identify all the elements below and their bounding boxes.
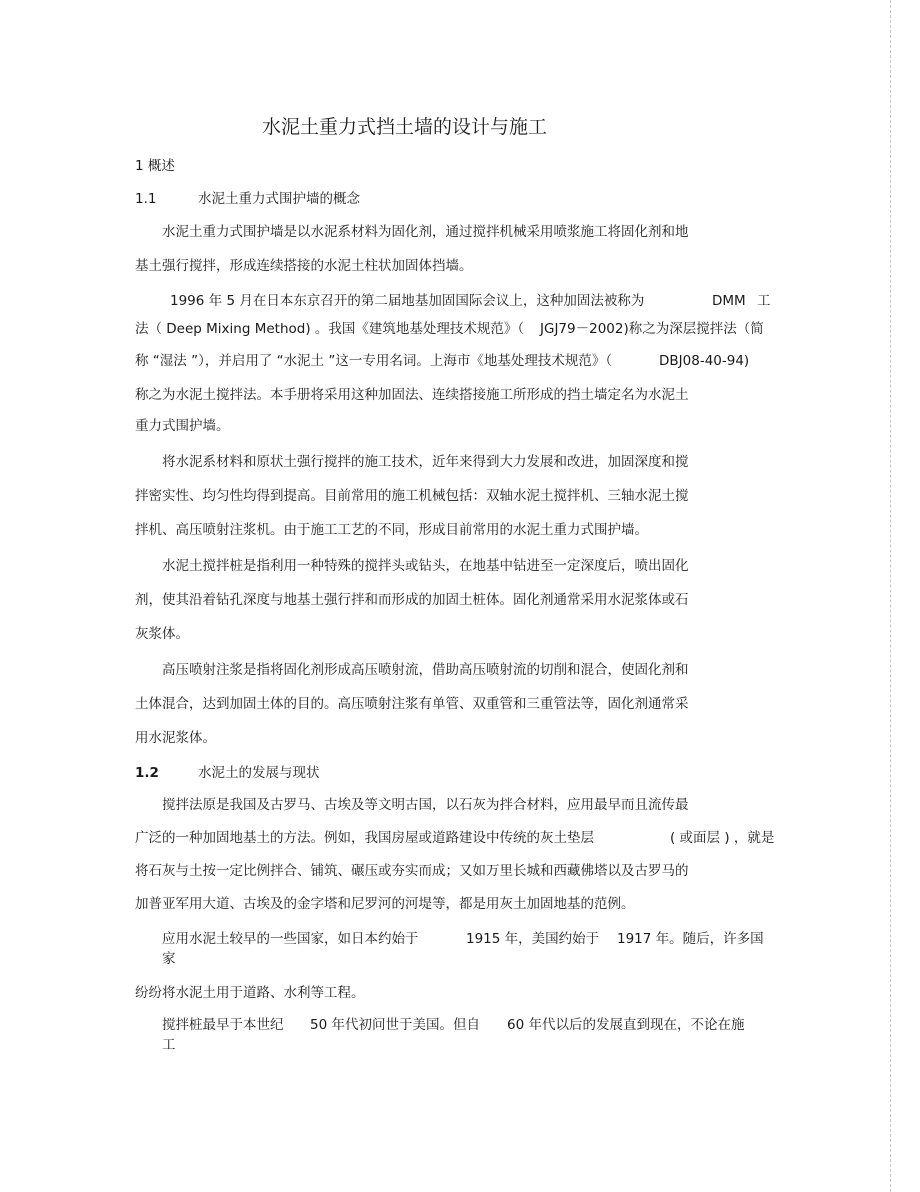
page-title: 水泥土重力式挡土墙的设计与施工 [262,116,548,138]
paragraph-line: 加普亚军用大道、古埃及的金字塔和尼罗河的河堤等，都是用灰土加固地基的范例。 [135,896,635,912]
paragraph-fragment: 1917 年。随后，许多国 [617,931,764,947]
paragraph-fragment: DBJ08-40-94) [659,353,750,369]
section-heading-1-1: 水泥土重力式围护墙的概念 [198,191,360,207]
paragraph-line: 称 “湿法 ”），并启用了 “水泥土 ”这一专用名词。上海市《地基处理技术规范》（ [135,353,613,369]
paragraph-line: 土体混合，达到加固土体的目的。高压喷射注浆有单管、双重管和三重管法等，固化剂通常采 [135,696,689,712]
paragraph-line: 搅拌法原是我国及古罗马、古埃及等文明古国，以石灰为拌合材料，应用最早而且流传最 [162,797,689,813]
paragraph-line: 广泛的一种加固地基土的方法。例如，我国房屋或道路建设中传统的灰土垫层 [135,830,594,846]
paragraph-line: 法（ Deep Mixing Method) 。我国《建筑地基处理技术规范》（ [135,321,525,337]
section-number-1-2: 1.2 [135,765,159,781]
paragraph-fragment: 工 [757,293,771,309]
paragraph-line: 用水泥浆体。 [135,730,216,746]
paragraph-line: 重力式围护墙。 [135,418,230,434]
paragraph-fragment: DMM [712,293,746,309]
paragraph-fragment: 1915 年，美国约始于 [466,931,600,947]
paragraph-line: 灰浆体。 [135,626,189,642]
paragraph-line: 纷纷将水泥土用于道路、水利等工程。 [135,985,365,1001]
paragraph-fragment: 60 年代以后的发展直到现在，不论在施 [507,1017,745,1033]
paragraph-line: 水泥土搅拌桩是指利用一种特殊的搅拌头或钻头，在地基中钻进至一定深度后，喷出固化 [162,558,689,574]
page-edge-divider [890,0,891,1192]
paragraph-line: 高压喷射注浆是指将固化剂形成高压喷射流，借助高压喷射流的切削和混合，使固化剂和 [162,662,689,678]
paragraph-line: 剂，使其沿着钻孔深度与地基土强行拌和而形成的加固土桩体。固化剂通常采用水泥浆体或石 [135,592,689,608]
paragraph-fragment: 工 [162,1037,176,1053]
section-number-1-1: 1.1 [135,191,157,207]
paragraph-line: 拌密实性、均匀性均得到提高。目前常用的施工机械包括：双轴水泥土搅拌机、三轴水泥土搅 [135,488,689,504]
paragraph-line: 搅拌桩最早于本世纪 [162,1017,284,1033]
section-heading-1-2: 水泥土的发展与现状 [198,765,320,781]
paragraph-fragment: 50 年代初问世于美国。但自 [310,1017,480,1033]
paragraph-fragment: 家 [162,951,176,967]
paragraph-line: 应用水泥土较早的一些国家，如日本约始于 [162,931,419,947]
paragraph-line: 水泥土重力式围护墙是以水泥系材料为固化剂，通过搅拌机械采用喷浆施工将固化剂和地 [162,224,689,240]
section-heading-1: 1 概述 [135,158,175,174]
paragraph-fragment: JGJ79－2002)称之为深层搅拌法（简 [540,321,764,337]
paragraph-fragment: ( 或面层 ) ，就是 [670,830,775,846]
paragraph-line: 将水泥系材料和原状土强行搅拌的施工技术，近年来得到大力发展和改进，加固深度和搅 [162,454,689,470]
paragraph-line: 1996 年 5 月在日本东京召开的第二届地基加固国际会议上，这种加固法被称为 [170,293,645,309]
paragraph-line: 基土强行搅拌，形成连续搭接的水泥土柱状加固体挡墙。 [135,258,473,274]
paragraph-line: 将石灰与土按一定比例拌合、铺筑、碾压或夯实而成；又如万里长城和西藏佛塔以及古罗马的 [135,863,689,879]
paragraph-line: 拌机、高压喷射注浆机。由于施工工艺的不同，形成目前常用的水泥土重力式围护墙。 [135,522,648,538]
paragraph-line: 称之为水泥土搅拌法。本手册将采用这种加固法、连续搭接施工所形成的挡土墙定名为水泥土 [135,387,689,403]
